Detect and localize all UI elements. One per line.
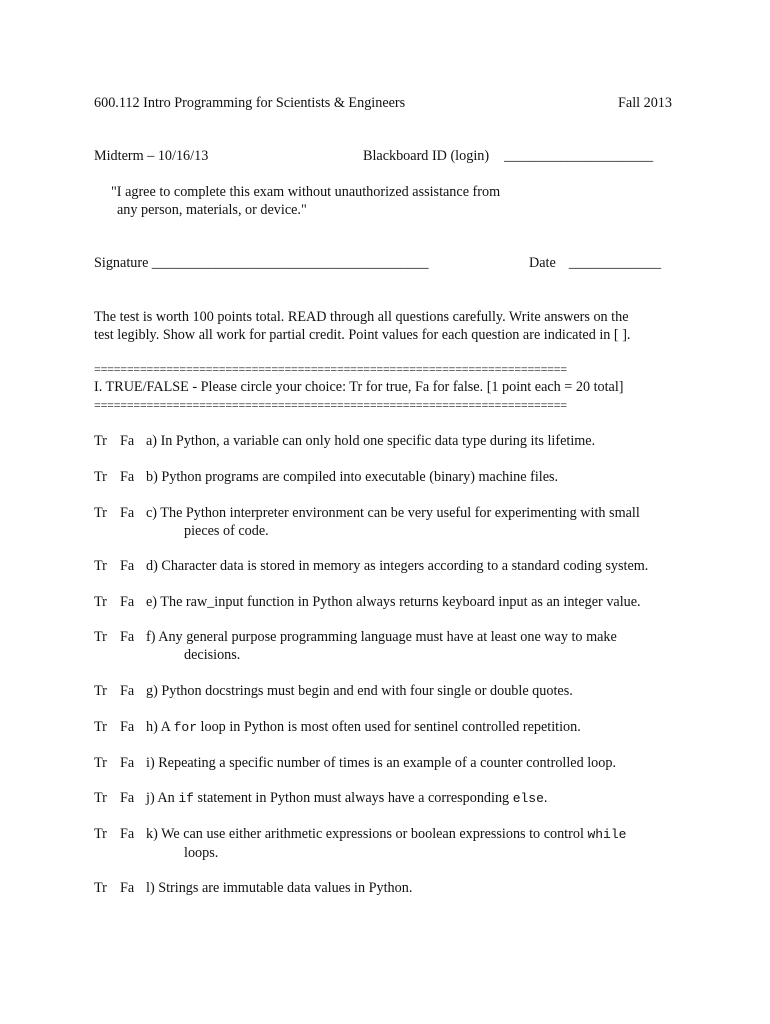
pledge-line-2: any person, materials, or device." (117, 202, 307, 218)
divider-bottom: ======================================================================== (94, 399, 567, 411)
question-text: k) We can use either arithmetic expressions or boolean expressions to control while (146, 826, 627, 842)
choice-false[interactable]: Fa (120, 558, 135, 574)
section-title: I. TRUE/FALSE - Please circle your choice: Tr for true, Fa for false. [1 point each = 20 total] (94, 379, 624, 395)
choice-true[interactable]: Tr (94, 629, 107, 645)
signature-field[interactable] (94, 254, 429, 272)
choice-false[interactable]: Fa (120, 594, 135, 610)
code-keyword: else (512, 791, 544, 806)
choice-true[interactable]: Tr (94, 683, 107, 699)
choice-true[interactable]: Tr (94, 433, 107, 449)
blackboard-id-field[interactable] (363, 147, 653, 165)
question-text-continued: loops. (184, 845, 219, 861)
question-text: j) An if statement in Python must always have a corresponding else. (146, 790, 548, 806)
choice-false[interactable]: Fa (120, 880, 135, 896)
question-text-continued: pieces of code. (184, 523, 269, 539)
choice-false[interactable]: Fa (120, 790, 135, 806)
code-keyword: for (173, 720, 197, 735)
choice-true[interactable]: Tr (94, 558, 107, 574)
signature-blank[interactable]: _______________________________________ (151, 255, 429, 271)
blackboard-id-label: Blackboard ID (login) (363, 148, 490, 164)
question-text-continued: decisions. (184, 647, 241, 663)
choice-true[interactable]: Tr (94, 880, 107, 896)
choice-false[interactable]: Fa (120, 755, 135, 771)
question-text: e) The raw_input function in Python always returns keyboard input as an integer value. (146, 594, 641, 610)
choice-true[interactable]: Tr (94, 505, 107, 521)
question-text: c) The Python interpreter environment can be very useful for experimenting with small (146, 505, 640, 521)
question-text: h) A for loop in Python is most often used for sentinel controlled repetition. (146, 719, 581, 735)
choice-true[interactable]: Tr (94, 826, 107, 842)
question-text: g) Python docstrings must begin and end with four single or double quotes. (146, 683, 573, 699)
choice-false[interactable]: Fa (120, 433, 135, 449)
blackboard-id-blank[interactable]: _____________________ (504, 148, 654, 164)
choice-true[interactable]: Tr (94, 755, 107, 771)
question-text: b) Python programs are compiled into executable (binary) machine files. (146, 469, 559, 485)
instructions-line-1: The test is worth 100 points total. READ through all questions carefully. Write answers on the (94, 309, 629, 325)
code-keyword: if (178, 791, 194, 806)
course-title: 600.112 Intro Programming for Scientists & Engineers (94, 95, 406, 111)
choice-false[interactable]: Fa (120, 629, 135, 645)
choice-false[interactable]: Fa (120, 683, 135, 699)
divider-top: ======================================================================== (94, 363, 567, 375)
choice-false[interactable]: Fa (120, 505, 135, 521)
choice-false[interactable]: Fa (120, 826, 135, 842)
choice-true[interactable]: Tr (94, 594, 107, 610)
date-blank[interactable]: _____________ (568, 255, 662, 271)
date-label: Date (529, 255, 556, 271)
choice-false[interactable]: Fa (120, 469, 135, 485)
term: Fall 2013 (618, 95, 672, 111)
exam-date: Midterm – 10/16/13 (94, 148, 209, 164)
date-field[interactable] (529, 254, 661, 272)
signature-label: Signature (94, 255, 149, 271)
question-text: a) In Python, a variable can only hold one specific data type during its lifetime. (146, 433, 596, 449)
choice-true[interactable]: Tr (94, 469, 107, 485)
pledge-line-1: "I agree to complete this exam without unauthorized assistance from (111, 184, 501, 200)
question-text: f) Any general purpose programming language must have at least one way to make (146, 629, 617, 645)
question-text: i) Repeating a specific number of times is an example of a counter controlled loop. (146, 755, 617, 771)
code-keyword: while (587, 827, 627, 842)
choice-false[interactable]: Fa (120, 719, 135, 735)
choice-true[interactable]: Tr (94, 790, 107, 806)
instructions-line-2: test legibly. Show all work for partial credit. Point values for each question are indicated in [ ]. (94, 327, 631, 343)
question-text: d) Character data is stored in memory as integers according to a standard coding system. (146, 558, 649, 574)
choice-true[interactable]: Tr (94, 719, 107, 735)
question-text: l) Strings are immutable data values in Python. (146, 880, 413, 896)
